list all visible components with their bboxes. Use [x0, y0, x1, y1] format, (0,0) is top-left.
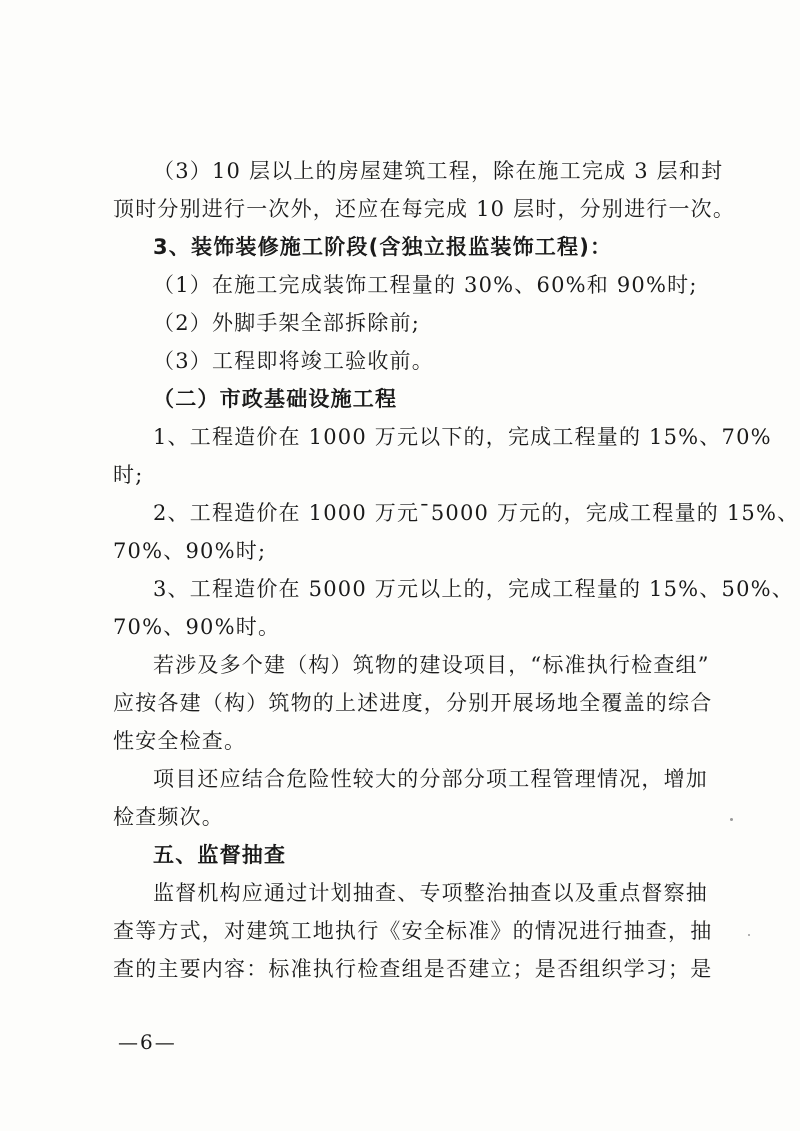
- paragraph-line: 时;: [113, 463, 144, 487]
- paragraph-line: 2、工程造价在 1000 万元¯5000 万元的，完成工程量的 15%、: [153, 501, 800, 525]
- paragraph-line: 70%、90%时。: [113, 615, 281, 639]
- paragraph-line: （3）10 层以上的房屋建筑工程，除在施工完成 3 层和封: [153, 159, 724, 183]
- section-heading: 五、监督抽查: [153, 843, 287, 867]
- paragraph-line: 顶时分别进行一次外，还应在每完成 10 层时，分别进行一次。: [113, 197, 736, 221]
- paragraph-line: （1）在施工完成装饰工程量的 30%、60%和 90%时;: [153, 273, 698, 297]
- paragraph-line: 70%、90%时;: [113, 539, 267, 563]
- paragraph-line: 查的主要内容：标准执行检查组是否建立；是否组织学习；是: [113, 957, 713, 981]
- paragraph-line: 检查频次。: [113, 805, 224, 829]
- paragraph-line: 监督机构应通过计划抽查、专项整治抽查以及重点督察抽: [153, 881, 708, 905]
- scan-speck: [748, 934, 750, 936]
- paragraph-line: 3、工程造价在 5000 万元以上的，完成工程量的 15%、50%、: [153, 577, 794, 601]
- paragraph-line: 若涉及多个建（构）筑物的建设项目，“标准执行检查组”: [153, 653, 710, 677]
- paragraph-line: （2）外脚手架全部拆除前;: [153, 311, 421, 335]
- paragraph-line: 性安全检查。: [113, 729, 247, 753]
- section-heading: （二）市政基础设施工程: [153, 387, 398, 411]
- page-number: —6—: [118, 1030, 177, 1054]
- paragraph-line: 应按各建（构）筑物的上述进度，分别开展场地全覆盖的综合: [113, 691, 713, 715]
- scan-speck: [730, 818, 733, 821]
- paragraph-line: 1、工程造价在 1000 万元以下的，完成工程量的 15%、70%: [153, 425, 772, 449]
- body-text: [113, 152, 800, 988]
- paragraph-line: 项目还应结合危险性较大的分部分项工程管理情况，增加: [153, 767, 708, 791]
- section-heading: 3、装饰装修施工阶段(含独立报监装饰工程)：: [153, 235, 613, 259]
- paragraph-line: 查等方式，对建筑工地执行《安全标准》的情况进行抽查，抽: [113, 919, 713, 943]
- paragraph-line: （3）工程即将竣工验收前。: [153, 349, 434, 373]
